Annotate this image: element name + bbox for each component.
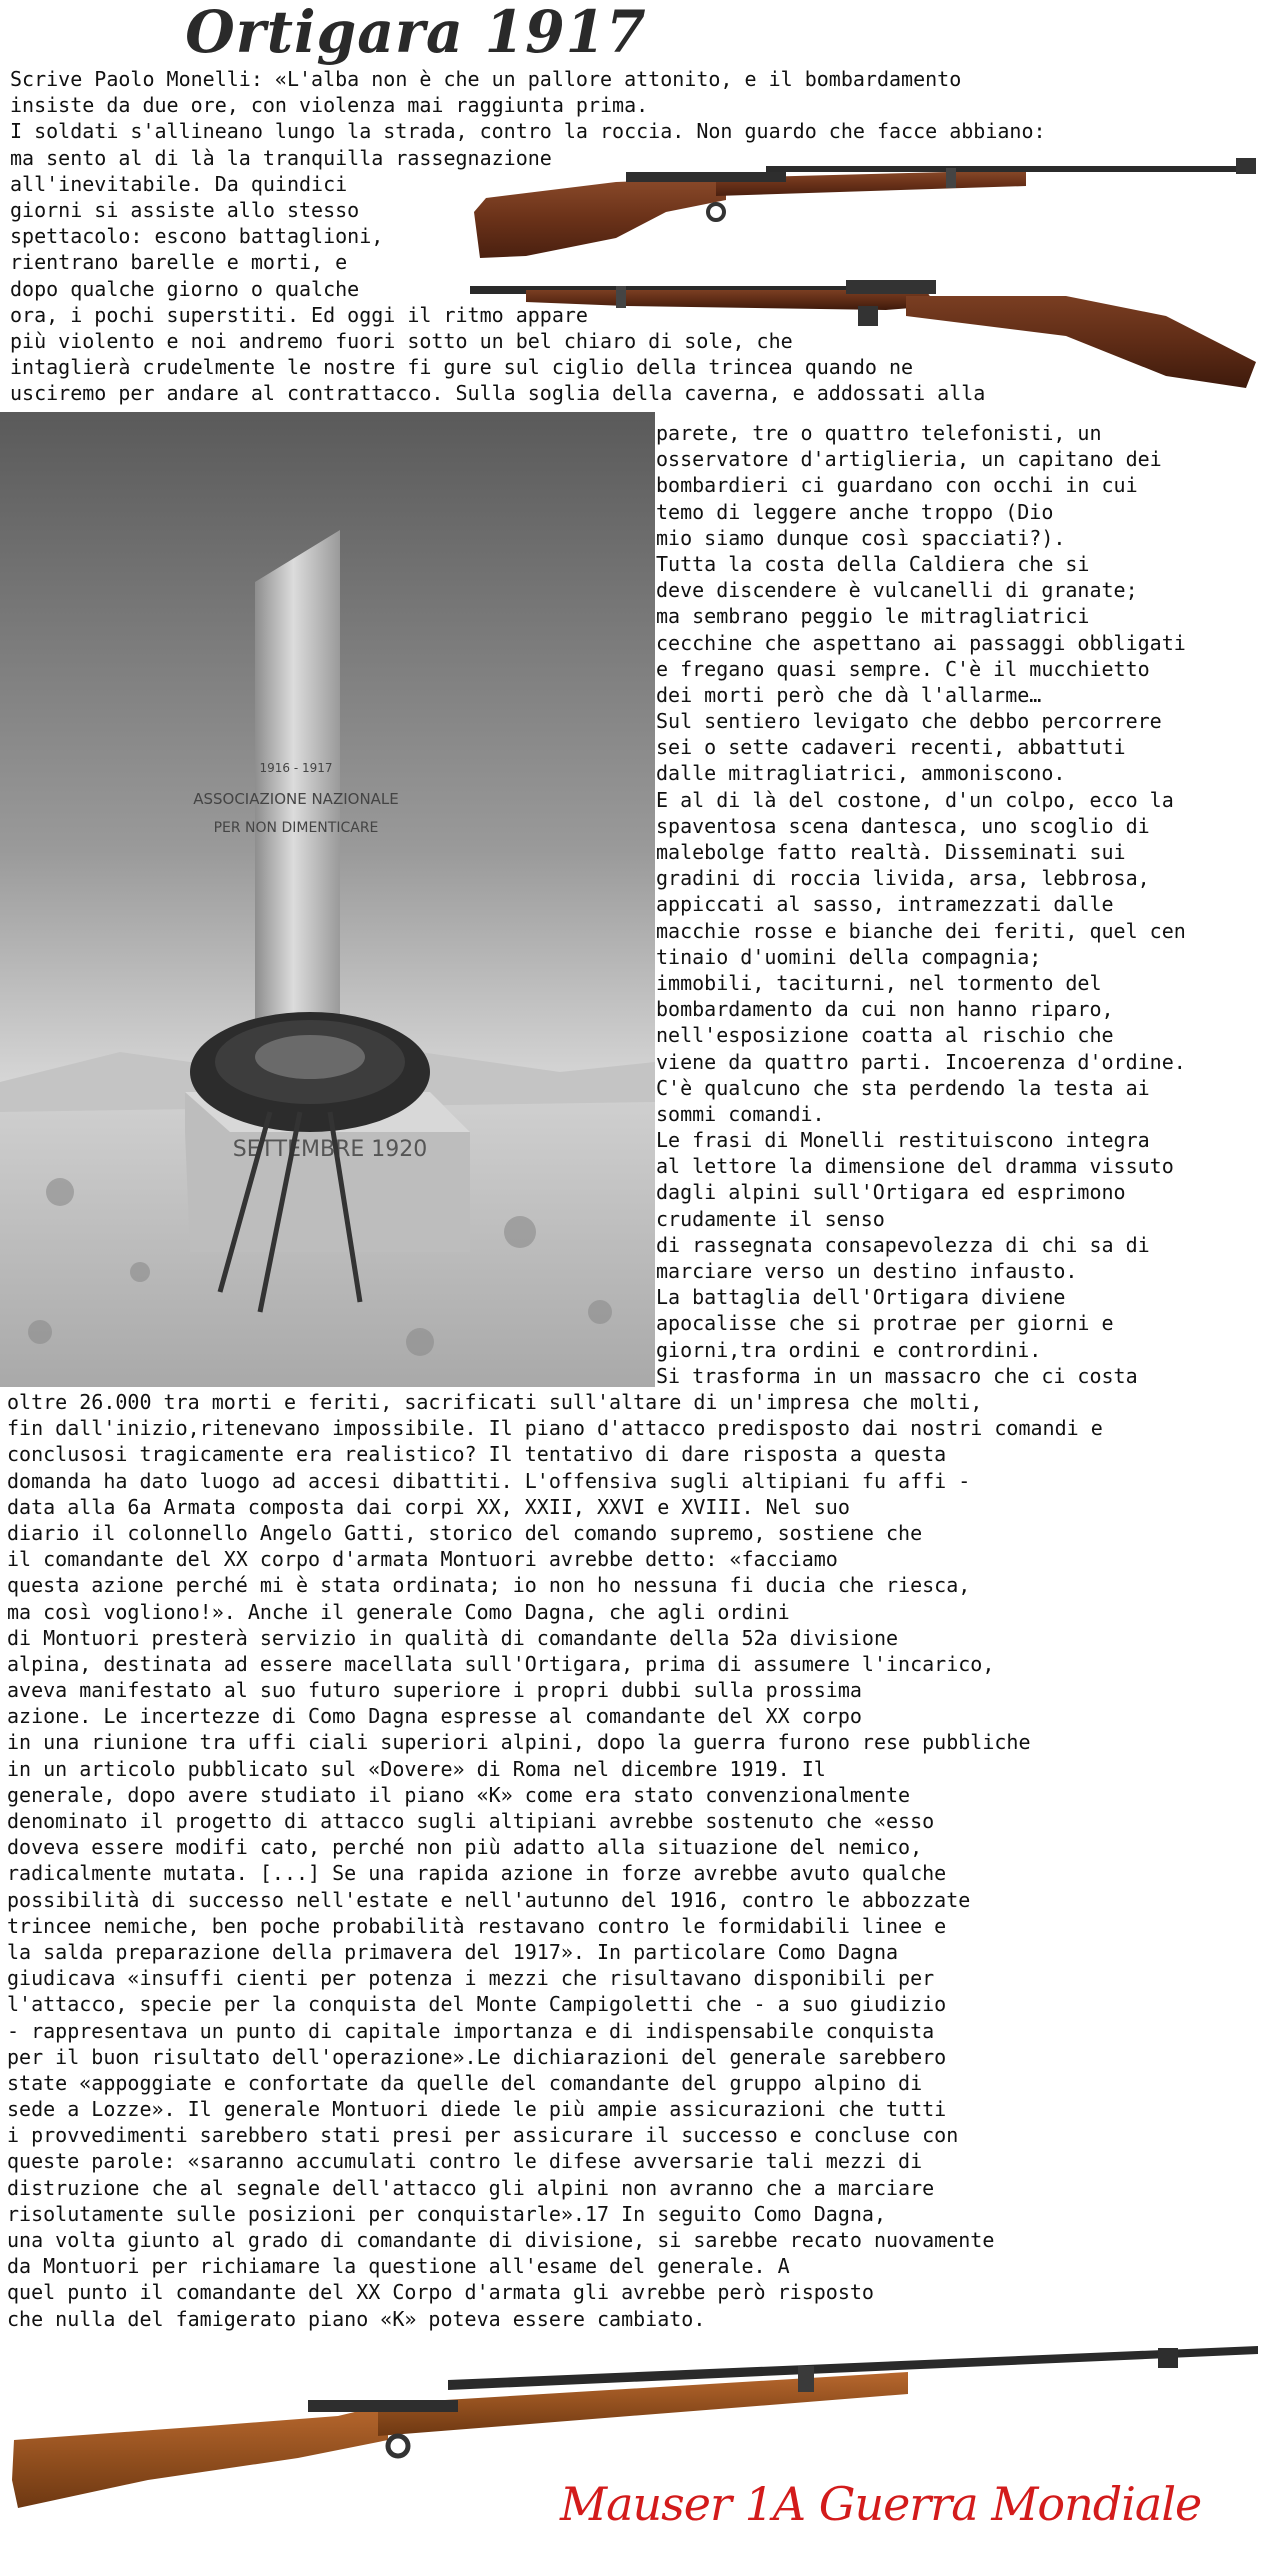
text-line: dagli alpini sull'Ortigara ed esprimono	[656, 1180, 1126, 1205]
text-line: - rappresentava un punto di capitale importanza e di indispensabile conquista	[7, 2018, 935, 2043]
text-line: oltre 26.000 tra morti e feriti, sacrificati sull'altare di un'impresa che molti,	[7, 1390, 983, 1414]
memorial-years: 1916 - 1917	[259, 761, 333, 775]
memorial-inscription-2: PER NON DIMENTICARE	[213, 820, 379, 836]
text-line: per il buon risultato dell'operazione».Le dichiarazioni del generale sarebbero	[7, 2044, 947, 2069]
text-line: C'è qualcuno che sta perdendo la testa ai	[656, 1075, 1150, 1100]
text-line: spaventosa scena dantesca, uno scoglio di	[656, 813, 1150, 838]
text-line: dalle mitragliatrici, ammoniscono.	[656, 761, 1066, 786]
text-line: Tutta la costa della Caldiera che si	[656, 551, 1090, 576]
text-line: all'inevitabile. Da quindici	[10, 171, 348, 196]
text-line: cecchine che aspettano ai passaggi obbligati	[656, 630, 1186, 655]
text-line: aveva manifestato al suo futuro superiore i propri dubbi sulla prossima	[7, 1678, 862, 1703]
text-line: bombardieri ci guardano con occhi in cui	[656, 473, 1138, 498]
text-line: una volta giunto al grado di comandante di divisione, si sarebbe recato nuovamente	[7, 2228, 995, 2252]
text-line: insiste da due ore, con violenza mai raggiunta prima.	[10, 93, 649, 118]
text-line: sommi comandi.	[656, 1101, 825, 1126]
text-line: dei morti però che dà l'allarme…	[656, 682, 1042, 707]
text-line: queste parole: «saranno accumulati contro le difese avversarie tali mezzi di	[7, 2149, 923, 2174]
bottom-text-block	[7, 1389, 1103, 2332]
text-line: macchie rosse e bianche dei feriti, quel cen	[656, 918, 1186, 943]
text-line: radicalmente mutata. [...] Se una rapida azione in forze avrebbe avuto qualche	[7, 1861, 947, 1886]
text-line: Si trasforma in un massacro che ci costa	[656, 1363, 1138, 1388]
text-line: sei o sette cadaveri recenti, abbattuti	[656, 735, 1126, 760]
text-line: marciare verso un destino infausto.	[656, 1259, 1078, 1283]
text-line: trincee nemiche, ben poche probabilità restavano contro le formidabili linee e	[7, 1913, 947, 1938]
text-line: appiccati al sasso, intramezzati dalle	[656, 892, 1114, 917]
text-line: rientrano barelle e morti, e	[10, 250, 348, 275]
text-line: mio siamo dunque così spacciati?).	[656, 525, 1066, 550]
text-line: questa azione perché mi è stata ordinata; io non ho nessuna fi ducia che riesca,	[7, 1573, 971, 1598]
text-line: intaglierà crudelmente le nostre fi gure sul ciglio della trincea quando ne	[10, 355, 914, 380]
rifle-image-middle	[466, 266, 1266, 394]
text-line: possibilità di successo nell'estate e nell'autunno del 1916, contro le abbozzate	[7, 1887, 971, 1912]
text-line: Scrive Paolo Monelli: «L'alba non è che un pallore attonito, e il bombardamento	[10, 67, 962, 91]
text-line: giorni,tra ordini e contrordini.	[656, 1337, 1042, 1362]
memorial-base-text: SETTEMBRE 1920	[232, 1137, 428, 1162]
memorial-inscription-1: ASSOCIAZIONE NAZIONALE	[193, 790, 399, 808]
text-line: il comandante del XX corpo d'armata Montuori avrebbe detto: «facciamo	[7, 1547, 838, 1572]
text-line: nell'esposizione coatta al rischio che	[656, 1023, 1114, 1048]
text-line: distruzione che al segnale dell'attacco gli alpini non avranno che a marciare	[7, 2175, 935, 2200]
text-line: denominato il progetto di attacco sugli altipiani avrebbe sostenuto che «esso	[7, 1809, 935, 1833]
text-line: in un articolo pubblicato sul «Dovere» di Roma nel dicembre 1919. Il	[7, 1756, 826, 1781]
text-line: quel punto il comandante del XX Corpo d'armata gli avrebbe però risposto	[7, 2280, 874, 2305]
text-line: state «appoggiate e confortate da quelle del comandante del gruppo alpino di	[7, 2070, 923, 2095]
text-line: ma sembrano peggio le mitragliatrici	[656, 604, 1090, 629]
text-line: Sul sentiero levigato che debbo percorrere	[656, 709, 1162, 734]
text-line: viene da quattro parti. Incoerenza d'ordine.	[656, 1049, 1186, 1074]
text-line: in una riunione tra uffi ciali superiori alpini, dopo la guerra furono rese pubbliche	[7, 1730, 1031, 1755]
text-line: crudamente il senso	[656, 1206, 885, 1231]
text-line: fin dall'inizio,ritenevano impossibile. Il piano d'attacco predisposto dai nostri comandi e	[7, 1416, 1103, 1441]
text-line: I soldati s'allineano lungo la strada, contro la roccia. Non guardo che facce abbiano:	[10, 119, 1046, 144]
text-line: ma sento al di là la tranquilla rassegnazione	[10, 145, 552, 170]
text-line: l'attacco, specie per la conquista del Monte Campigoletti che - a suo giudizio	[7, 1992, 947, 2017]
text-line: e fregano quasi sempre. C'è il mucchietto	[656, 656, 1150, 681]
text-line: più violento e noi andremo fuori sotto un bel chiaro di sole, che	[10, 328, 793, 353]
text-line: spettacolo: escono battaglioni,	[10, 224, 384, 249]
page-title: Ortigara 1917	[185, 0, 647, 66]
text-line: tinaio d'uomini della compagnia;	[656, 944, 1042, 969]
memorial-photo	[0, 412, 655, 1387]
text-line: immobili, taciturni, nel tormento del	[656, 970, 1102, 995]
text-line: che nulla del famigerato piano «K» poteva essere cambiato.	[7, 2306, 706, 2331]
text-line: di rassegnata consapevolezza di chi sa di	[656, 1232, 1150, 1257]
text-line: gradini di roccia livida, arsa, lebbrosa,	[656, 866, 1150, 891]
text-line: domanda ha dato luogo ad accesi dibattiti. L'offensiva sugli altipiani fu affi -	[7, 1468, 971, 1493]
text-line: doveva essere modifi cato, perché non più adatto alla situazione del nemico,	[7, 1835, 923, 1860]
text-line: ma così vogliono!». Anche il generale Como Dagna, che agli ordini	[7, 1599, 790, 1624]
text-line: parete, tre o quattro telefonisti, un	[656, 421, 1102, 445]
text-line: apocalisse che si protrae per giorni e	[656, 1311, 1114, 1336]
text-line: deve discendere è vulcanelli di granate;	[656, 578, 1138, 603]
text-line: E al di là del costone, d'un colpo, ecco la	[656, 787, 1174, 812]
text-line: dopo qualche giorno o qualche	[10, 276, 360, 301]
right-text-block	[656, 420, 1186, 1389]
text-line: conclusosi tragicamente era realistico? Il tentativo di dare risposta a questa	[7, 1442, 947, 1467]
text-line: alpina, destinata ad essere macellata sull'Ortigara, prima di assumere l'incarico,	[7, 1651, 995, 1676]
text-line: malebolge fatto realtà. Disseminati sui	[656, 840, 1126, 864]
rifle-caption: Mauser 1A Guerra Mondiale	[560, 2477, 1202, 2531]
text-line: bombardamento da cui non hanno riparo,	[656, 997, 1114, 1022]
text-line: data alla 6a Armata composta dai corpi XX, XXII, XXVI e XVIII. Nel suo	[7, 1494, 850, 1519]
text-line: giorni si assiste allo stesso	[10, 197, 360, 222]
text-line: usciremo per andare al contrattacco. Sulla soglia della caverna, e addossati alla	[10, 381, 986, 406]
text-line: la salda preparazione della primavera del 1917». In particolare Como Dagna	[7, 1939, 899, 1964]
text-line: La battaglia dell'Ortigara diviene	[656, 1285, 1066, 1310]
text-line: risolutamente sulle posizioni per conquistarle».17 In seguito Como Dagna,	[7, 2201, 886, 2226]
text-line: ora, i pochi superstiti. Ed oggi il ritmo appare	[10, 302, 588, 327]
text-line: diario il colonnello Angelo Gatti, storico del comando supremo, sostiene che	[7, 1520, 923, 1545]
text-line: al lettore la dimensione del dramma vissuto	[656, 1154, 1174, 1179]
text-line: generale, dopo avere studiato il piano «K» come era stato convenzionalmente	[7, 1782, 911, 1807]
text-line: temo di leggere anche troppo (Dio	[656, 499, 1054, 524]
text-line: sede a Lozze». Il generale Montuori diede le più ampie assicurazioni che tutti	[7, 2097, 947, 2122]
text-line: di Montuori presterà servizio in qualità di comandante della 52a divisione	[7, 1625, 899, 1650]
rifle-image-top	[466, 142, 1266, 266]
text-line: Le frasi di Monelli restituiscono integra	[656, 1128, 1150, 1153]
text-line: osservatore d'artiglieria, un capitano dei	[656, 447, 1162, 472]
text-line: da Montuori per richiamare la questione all'esame del generale. A	[7, 2254, 790, 2279]
text-line: azione. Le incertezze di Como Dagna espresse al comandante del XX corpo	[7, 1704, 862, 1729]
text-line: giudicava «insuffi cienti per potenza i mezzi che risultavano disponibili per	[7, 1966, 935, 1991]
text-line: i provvedimenti sarebbero stati presi per assicurare il successo e concluse con	[7, 2123, 959, 2148]
